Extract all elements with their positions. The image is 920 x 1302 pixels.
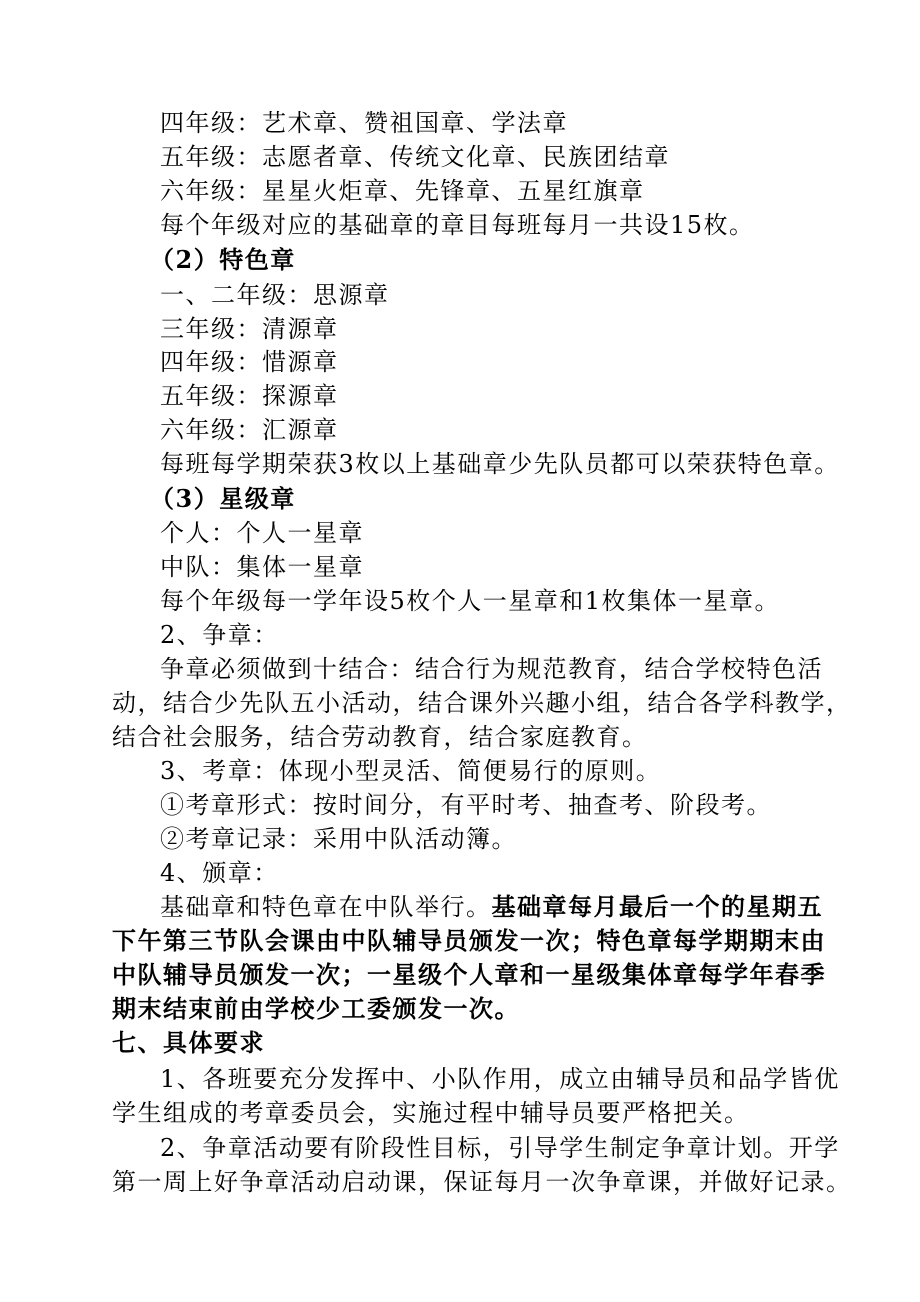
text-line: ①考章形式：按时间分，有平时考、抽查考、阶段考。: [160, 791, 772, 819]
text-line-bold: 中队辅导员颁发一次；一星级个人章和一星级集体章每学年春季: [112, 960, 826, 989]
section-heading: （3）星级章: [150, 484, 296, 513]
text-line: 五年级：志愿者章、传统文化章、民族团结章: [160, 143, 670, 171]
text-line: 2、争章活动要有阶段性目标，引导学生制定争章计划。开学: [160, 1134, 840, 1162]
text-line: ②考章记录：采用中队活动簿。: [160, 825, 517, 853]
text-line: 三年级：清源章: [160, 315, 339, 343]
text-line: 每班每学期荣获3枚以上基础章少先队员都可以荣获特色章。: [160, 450, 840, 478]
text-line: [160, 890, 823, 924]
text-line: 1、各班要充分发挥中、小队作用，成立由辅导员和品学皆优: [160, 1065, 840, 1093]
text-line: 六年级：汇源章: [160, 416, 339, 444]
text-line: 争章必须做到十结合：结合行为规范教育，结合学校特色活: [160, 655, 823, 683]
text-line: 五年级：探源章: [160, 382, 339, 410]
text-plain: 基础章和特色章在中队举行。: [160, 893, 492, 921]
text-line: 六年级：星星火炬章、先锋章、五星红旗章: [160, 177, 645, 205]
text-line: 四年级：艺术章、赞祖国章、学法章: [160, 109, 568, 137]
text-line: 第一周上好争章活动启动课，保证每月一次争章课，并做好记录。: [112, 1168, 852, 1196]
text-line: 动，结合少先队五小活动，结合课外兴趣小组，结合各学科教学，: [112, 689, 852, 717]
text-line: 学生组成的考章委员会，实施过程中辅导员要严格把关。: [112, 1099, 750, 1127]
text-line: 个人：个人一星章: [160, 519, 364, 547]
text-line: 4、颁章：: [160, 859, 279, 887]
text-line: 中队：集体一星章: [160, 553, 364, 581]
section-heading: （2）特色章: [150, 245, 296, 274]
section-heading: 七、具体要求: [112, 1028, 265, 1057]
text-line: 2、争章：: [160, 621, 279, 649]
text-line: 每个年级对应的基础章的章目每班每月一共设15枚。: [160, 211, 755, 239]
text-bold: 基础章每月最后一个的星期五: [491, 892, 823, 921]
text-line: 一、二年级：思源章: [160, 281, 390, 309]
text-line-bold: 下午第三节队会课由中队辅导员颁发一次；特色章每学期期末由: [112, 926, 826, 955]
text-line-bold: 期末结束前由学校少工委颁发一次。: [112, 994, 520, 1023]
text-line: 结合社会服务，结合劳动教育，结合家庭教育。: [112, 723, 648, 751]
text-line: 四年级：惜源章: [160, 348, 339, 376]
text-line: 每个年级每一学年设5枚个人一星章和1枚集体一星章。: [160, 587, 781, 615]
text-line: 3、考章：体现小型灵活、简便易行的原则。: [160, 757, 662, 785]
